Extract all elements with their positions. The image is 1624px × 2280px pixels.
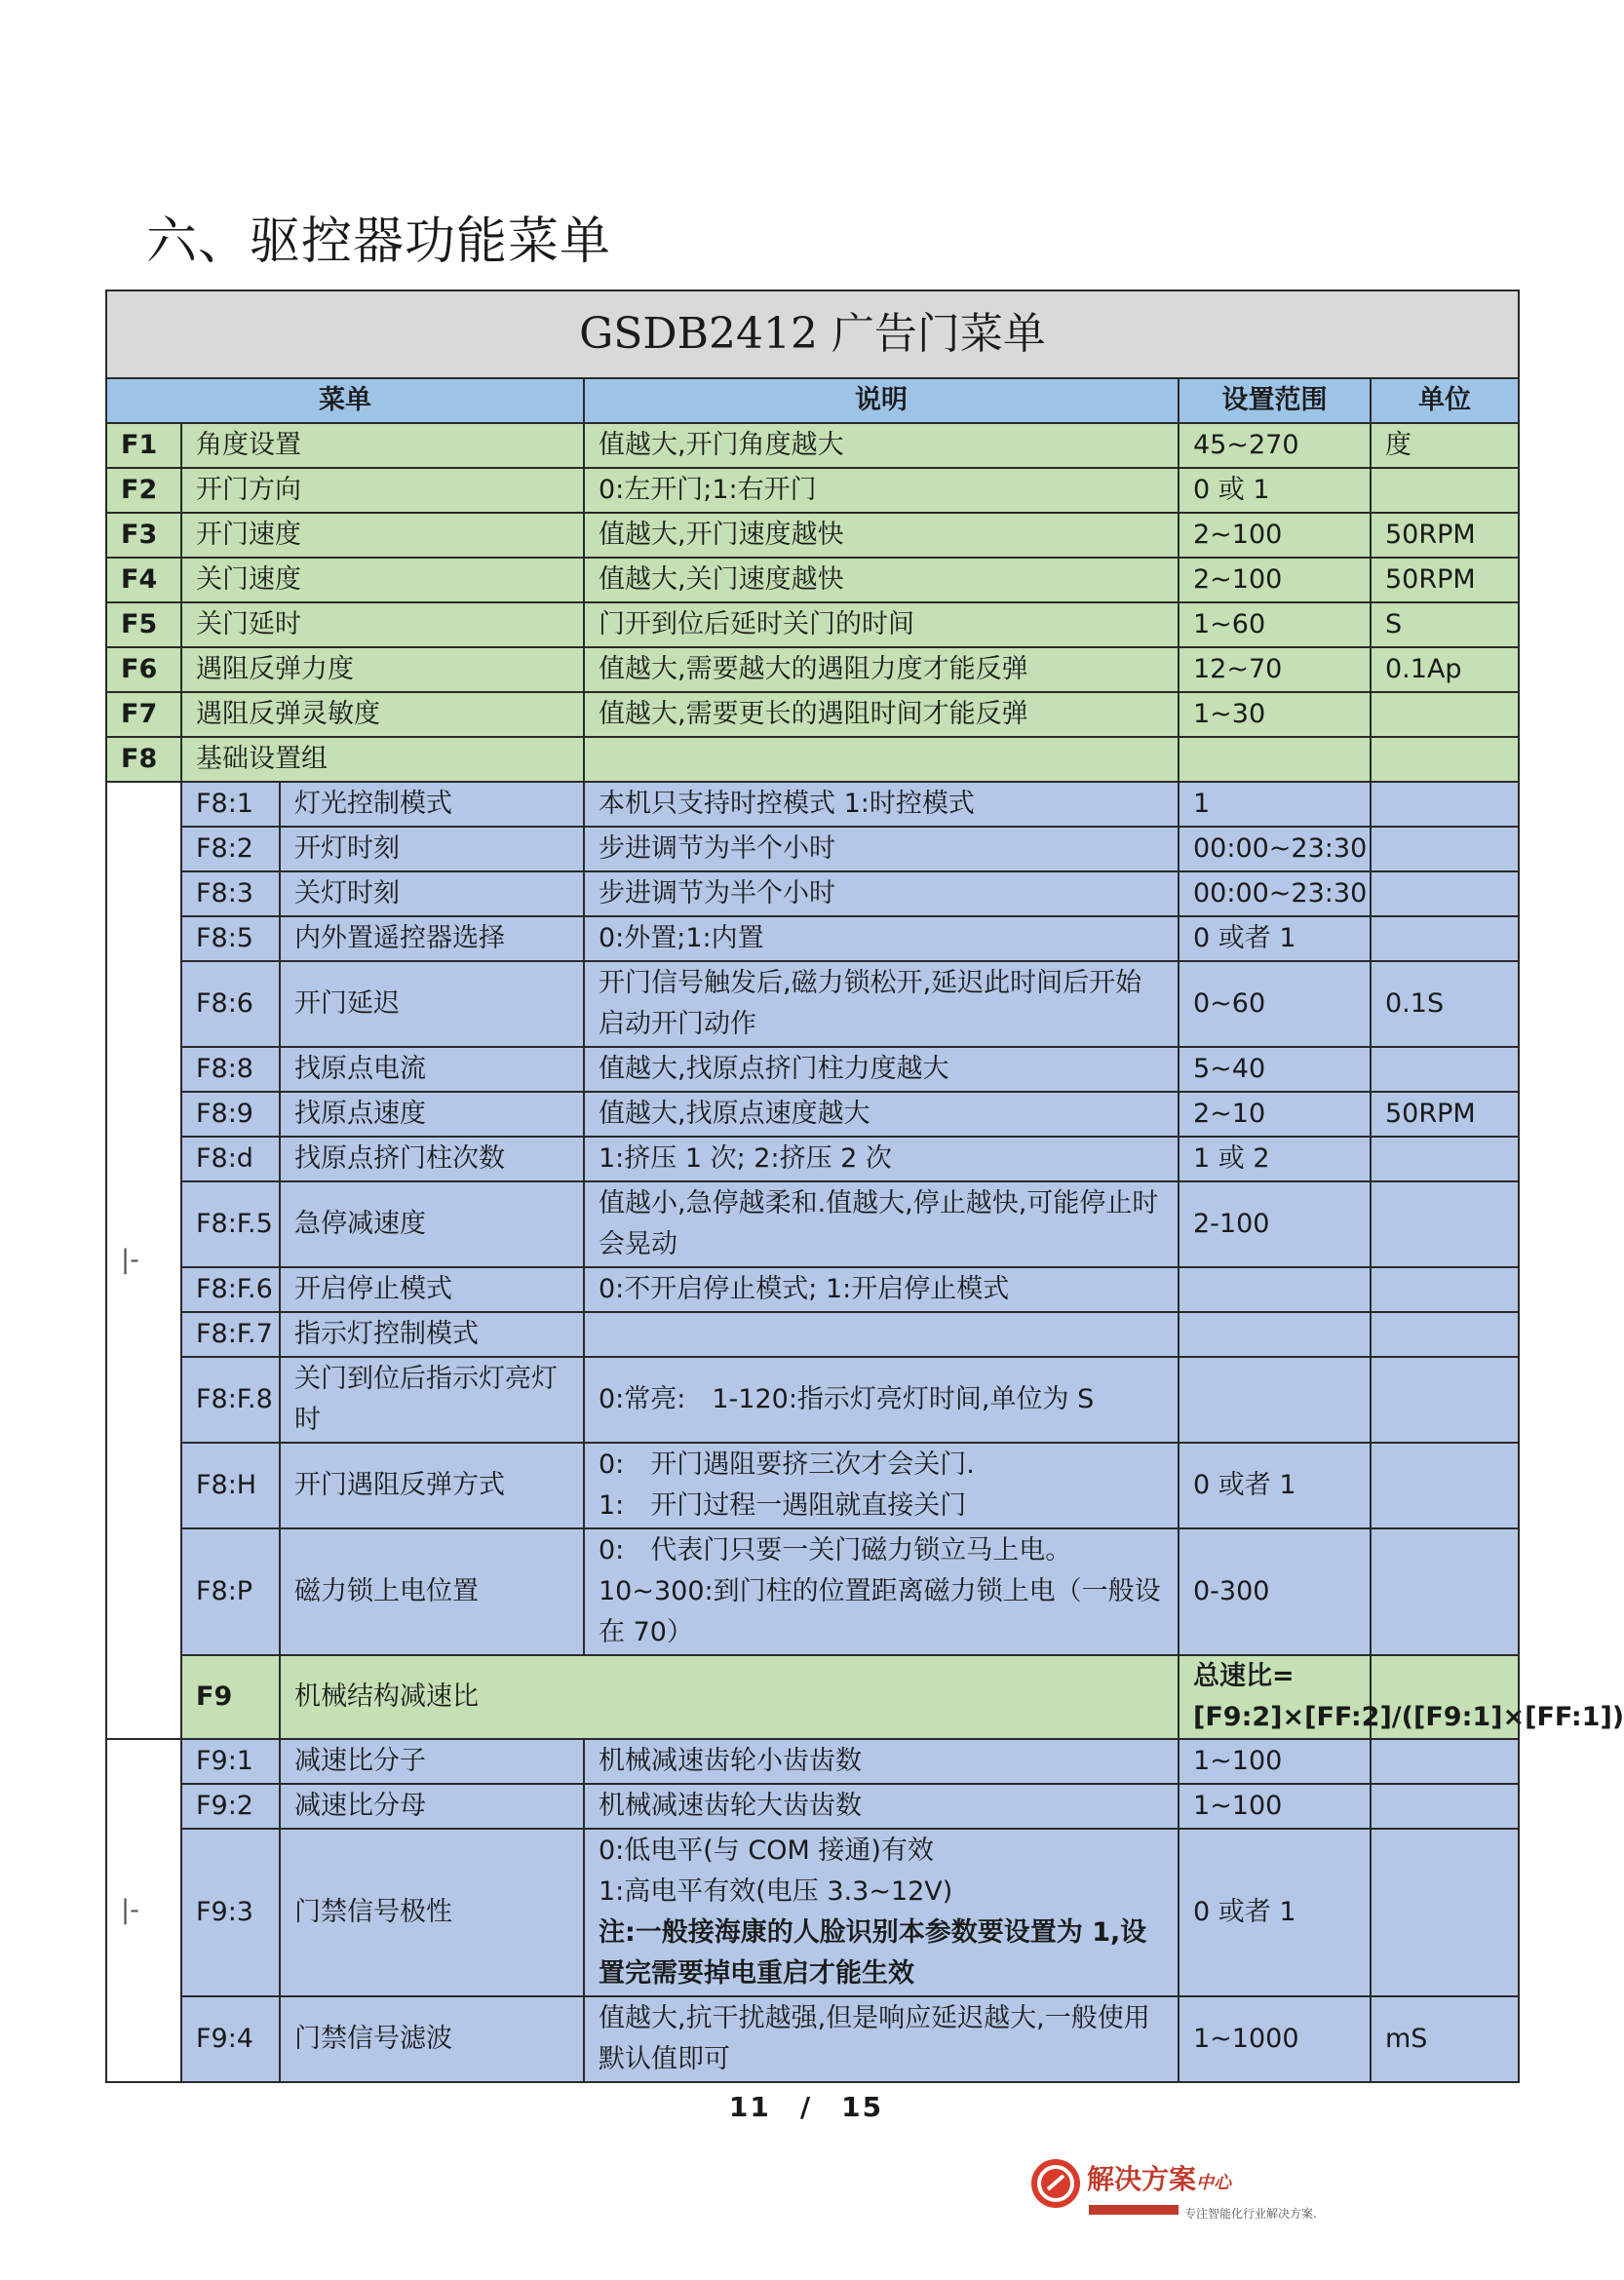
menu-code: F9 [181, 1655, 280, 1739]
submenu-code: F8:d [181, 1137, 280, 1181]
menu-unit [1371, 1739, 1519, 1784]
submenu-code: F8:H [181, 1443, 280, 1528]
menu-desc [584, 1739, 1179, 1784]
submenu-code: F9:4 [181, 1996, 280, 2082]
menu-range: 0 或者 1 [1179, 1443, 1371, 1528]
menu-range [1179, 1312, 1371, 1357]
menu-unit: 50RPM [1371, 1092, 1519, 1137]
submenu-name: 找原点电流 [280, 1047, 584, 1092]
menu-range: 1~30 [1179, 692, 1371, 737]
submenu-row [106, 1181, 1519, 1267]
menu-name: 遇阻反弹力度 [181, 647, 584, 692]
menu-desc [584, 1312, 1179, 1357]
menu-desc [584, 692, 1179, 737]
submenu-name: 急停减速度 [280, 1181, 584, 1267]
submenu-name: 开门遇阻反弹方式 [280, 1443, 584, 1528]
submenu-name: 门禁信号滤波 [280, 1996, 584, 2082]
menu-unit: S [1371, 602, 1519, 647]
submenu-row [106, 1528, 1519, 1655]
solution-center-logo [1028, 2154, 1350, 2232]
submenu-row [106, 961, 1519, 1047]
menu-unit [1371, 1443, 1519, 1528]
desc-text: 值越大,找原点速度越大 [599, 1099, 870, 1129]
submenu-name: 找原点挤门柱次数 [280, 1137, 584, 1181]
column-header-row [106, 378, 1519, 423]
menu-name: 机械结构减速比 [280, 1655, 1179, 1739]
menu-range: 1~100 [1179, 1784, 1371, 1829]
menu-unit: mS [1371, 1996, 1519, 2082]
column-header-range: 设置范围 [1179, 378, 1371, 423]
submenu-row [106, 1739, 1519, 1784]
menu-range: 2~100 [1179, 513, 1371, 558]
column-header-unit: 单位 [1371, 378, 1519, 423]
menu-desc [584, 647, 1179, 692]
submenu-row [106, 1312, 1519, 1357]
column-header-desc: 说明 [584, 378, 1179, 423]
submenu-row [106, 827, 1519, 871]
menu-name: 关门延时 [181, 602, 584, 647]
menu-range: 5~40 [1179, 1047, 1371, 1092]
submenu-name: 关灯时刻 [280, 871, 584, 916]
menu-row [106, 737, 1519, 782]
menu-unit [1371, 916, 1519, 961]
menu-unit: 度 [1371, 423, 1519, 468]
menu-desc [584, 1784, 1179, 1829]
menu-range: 12~70 [1179, 647, 1371, 692]
desc-text: 步进调节为半个小时 [599, 833, 835, 864]
menu-desc [584, 1267, 1179, 1312]
desc-text: 值越大,开门速度越快 [599, 520, 844, 550]
menu-unit: 50RPM [1371, 558, 1519, 602]
desc-text: 开门信号触发后,磁力锁松开,延迟此时间后开始启动开门动作 [599, 968, 1142, 1039]
desc-text: 步进调节为半个小时 [599, 878, 835, 908]
desc-text: 0:不开启停止模式; 1:开启停止模式 [599, 1274, 1010, 1304]
submenu-row [106, 1267, 1519, 1312]
submenu-code: F8:P [181, 1528, 280, 1655]
submenu-code: F9:1 [181, 1739, 280, 1784]
submenu-code: F8:2 [181, 827, 280, 871]
menu-desc [584, 1092, 1179, 1137]
desc-text: 0:低电平(与 COM 接通)有效 1:高电平有效(电压 3.3~12V) [599, 1836, 953, 1907]
menu-row [106, 423, 1519, 468]
submenu-name: 减速比分子 [280, 1739, 584, 1784]
submenu-code: F8:F.6 [181, 1267, 280, 1312]
menu-desc [584, 513, 1179, 558]
submenu-code: F8:8 [181, 1047, 280, 1092]
menu-unit [1371, 1829, 1519, 1996]
menu-row [106, 468, 1519, 513]
menu-unit: 0.1S [1371, 961, 1519, 1047]
menu-row [106, 692, 1519, 737]
menu-unit [1371, 782, 1519, 827]
menu-range [1179, 1267, 1371, 1312]
menu-unit [1371, 1181, 1519, 1267]
menu-unit [1371, 692, 1519, 737]
menu-range: 0 或者 1 [1179, 916, 1371, 961]
menu-range: 2~10 [1179, 1092, 1371, 1137]
desc-text: 0:左开门;1:右开门 [599, 475, 817, 505]
menu-range: 1~100 [1179, 1739, 1371, 1784]
menu-range: 00:00~23:30 [1179, 871, 1371, 916]
menu-desc [584, 1357, 1179, 1443]
menu-desc [584, 602, 1179, 647]
menu-desc [584, 1996, 1179, 2082]
menu-range: 1 [1179, 782, 1371, 827]
menu-unit: 0.1Ap [1371, 647, 1519, 692]
menu-table [105, 290, 1624, 2083]
menu-unit [1371, 1528, 1519, 1655]
submenu-code: F8:3 [181, 871, 280, 916]
menu-unit [1371, 827, 1519, 871]
page-heading: 六、驱控器功能菜单 [146, 213, 612, 271]
logo-slogan: 专注智能化行业解决方案. [1184, 2207, 1317, 2221]
submenu-name: 门禁信号极性 [280, 1829, 584, 1996]
submenu-code: F9:2 [181, 1784, 280, 1829]
menu-range: 0~60 [1179, 961, 1371, 1047]
menu-desc [584, 468, 1179, 513]
logo-strip [1089, 2205, 1179, 2215]
menu-desc [584, 1443, 1179, 1528]
submenu-row [106, 1137, 1519, 1181]
menu-code: F7 [106, 692, 181, 737]
menu-code: F4 [106, 558, 181, 602]
menu-unit [1371, 1137, 1519, 1181]
submenu-name: 找原点速度 [280, 1092, 584, 1137]
desc-text: 机械减速齿轮小齿齿数 [599, 1746, 862, 1776]
menu-desc [584, 558, 1179, 602]
menu-range: 1~1000 [1179, 1996, 1371, 2082]
table-title: GSDB2412 广告门菜单 [106, 290, 1519, 378]
desc-text: 1:挤压 1 次; 2:挤压 2 次 [599, 1143, 892, 1174]
menu-unit [1371, 1047, 1519, 1092]
submenu-row [106, 1357, 1519, 1443]
submenu-code: F8:9 [181, 1092, 280, 1137]
desc-text: 总速比=[F9:2]×[FF:2]/([F9:1]×[FF:1]) [1193, 1661, 1624, 1732]
desc-text: 机械减速齿轮大齿齿数 [599, 1791, 862, 1821]
menu-range: 00:00~23:30 [1179, 827, 1371, 871]
menu-name: 基础设置组 [181, 737, 584, 782]
desc-text: 值越大,需要更长的遇阻时间才能反弹 [599, 699, 1028, 729]
submenu-name: 开门延迟 [280, 961, 584, 1047]
menu-row [106, 513, 1519, 558]
menu-unit [1371, 1784, 1519, 1829]
submenu-row [106, 1996, 1519, 2082]
submenu-name: 关门到位后指示灯亮灯时 [280, 1357, 584, 1443]
desc-text: 本机只支持时控模式 1:时控模式 [599, 789, 975, 819]
menu-desc [584, 423, 1179, 468]
menu-code: F2 [106, 468, 181, 513]
submenu-code: F8:F.7 [181, 1312, 280, 1357]
logo-badge-icon [1028, 2156, 1083, 2211]
menu-range [1179, 1357, 1371, 1443]
submenu-row [106, 1047, 1519, 1092]
submenu-row [106, 916, 1519, 961]
menu-unit: 50RPM [1371, 513, 1519, 558]
submenu-code: F8:6 [181, 961, 280, 1047]
group-indent-marker: |- [106, 1739, 181, 2082]
menu-unit [1371, 468, 1519, 513]
menu-unit [1371, 1312, 1519, 1357]
menu-name: 开门方向 [181, 468, 584, 513]
submenu-name: 磁力锁上电位置 [280, 1528, 584, 1655]
menu-desc [584, 961, 1179, 1047]
menu-unit [1371, 737, 1519, 782]
group-indent-marker: |- [106, 782, 181, 1739]
menu-name: 角度设置 [181, 423, 584, 468]
menu-range: 0-300 [1179, 1528, 1371, 1655]
column-header-menu: 菜单 [106, 378, 584, 423]
menu-name: 开门速度 [181, 513, 584, 558]
menu-row [106, 1655, 1519, 1739]
menu-unit [1371, 1267, 1519, 1312]
menu-range: 0 或 1 [1179, 468, 1371, 513]
menu-range: 2-100 [1179, 1181, 1371, 1267]
menu-desc [584, 782, 1179, 827]
menu-code: F1 [106, 423, 181, 468]
desc-text: 0: 开门遇阻要挤三次才会关门. 1: 开门过程一遇阻就直接关门 [599, 1449, 975, 1521]
menu-range: 1 或 2 [1179, 1137, 1371, 1181]
submenu-row [106, 782, 1519, 827]
menu-code: F6 [106, 647, 181, 692]
menu-code: F5 [106, 602, 181, 647]
desc-text: 值越大,需要越大的遇阻力度才能反弹 [599, 654, 1028, 684]
menu-range: 2~100 [1179, 558, 1371, 602]
desc-text: 0: 代表门只要一关门磁力锁立马上电。 10~300:到门柱的位置距离磁力锁上电（一般设在 70） [599, 1535, 1161, 1647]
submenu-name: 减速比分母 [280, 1784, 584, 1829]
submenu-name: 指示灯控制模式 [280, 1312, 584, 1357]
desc-text: 门开到位后延时关门的时间 [599, 609, 914, 639]
menu-unit [1371, 871, 1519, 916]
submenu-name: 开灯时刻 [280, 827, 584, 871]
menu-code: F8 [106, 737, 181, 782]
submenu-row [106, 1443, 1519, 1528]
submenu-row [106, 1829, 1519, 1996]
desc-text: 0:常亮: 1-120:指示灯亮灯时间,单位为 S [599, 1384, 1095, 1414]
desc-text: 值越大,抗干扰越强,但是响应延迟越大,一般使用默认值即可 [599, 2003, 1150, 2074]
menu-name: 遇阻反弹灵敏度 [181, 692, 584, 737]
submenu-code: F8:1 [181, 782, 280, 827]
menu-row [106, 647, 1519, 692]
desc-text: 值越大,找原点挤门柱力度越大 [599, 1054, 949, 1084]
submenu-name: 内外置遥控器选择 [280, 916, 584, 961]
menu-desc [584, 827, 1179, 871]
desc-text: 0:外置;1:内置 [599, 923, 764, 953]
page-number: 11 / 15 [728, 2091, 884, 2123]
menu-desc [584, 1829, 1179, 1996]
menu-desc [584, 1528, 1179, 1655]
menu-desc [584, 1181, 1179, 1267]
menu-row [106, 558, 1519, 602]
menu-range: 45~270 [1179, 423, 1371, 468]
submenu-row [106, 871, 1519, 916]
desc-text: 值越大,关门速度越快 [599, 564, 844, 595]
submenu-name: 灯光控制模式 [280, 782, 584, 827]
menu-desc [584, 1047, 1179, 1092]
submenu-name: 开启停止模式 [280, 1267, 584, 1312]
submenu-row [106, 1784, 1519, 1829]
menu-desc [584, 916, 1179, 961]
submenu-code: F9:3 [181, 1829, 280, 1996]
menu-row [106, 602, 1519, 647]
menu-unit [1371, 1357, 1519, 1443]
logo-text: 解决方案中心 [1087, 2163, 1232, 2195]
desc-note: 注:一般接海康的人脸识别本参数要设置为 1,设置完需要掉电重启才能生效 [599, 1917, 1147, 1989]
menu-desc [584, 737, 1179, 782]
menu-desc [1179, 1655, 1624, 1739]
menu-range [1179, 737, 1371, 782]
menu-name: 关门速度 [181, 558, 584, 602]
submenu-code: F8:5 [181, 916, 280, 961]
submenu-code: F8:F.8 [181, 1357, 280, 1443]
submenu-row [106, 1092, 1519, 1137]
menu-range: 1~60 [1179, 602, 1371, 647]
menu-code: F3 [106, 513, 181, 558]
desc-text: 值越大,开门角度越大 [599, 430, 844, 460]
menu-desc [584, 1137, 1179, 1181]
submenu-code: F8:F.5 [181, 1181, 280, 1267]
menu-desc [584, 871, 1179, 916]
desc-text: 值越小,急停越柔和.值越大,停止越快,可能停止时会晃动 [599, 1188, 1159, 1259]
menu-range: 0 或者 1 [1179, 1829, 1371, 1996]
